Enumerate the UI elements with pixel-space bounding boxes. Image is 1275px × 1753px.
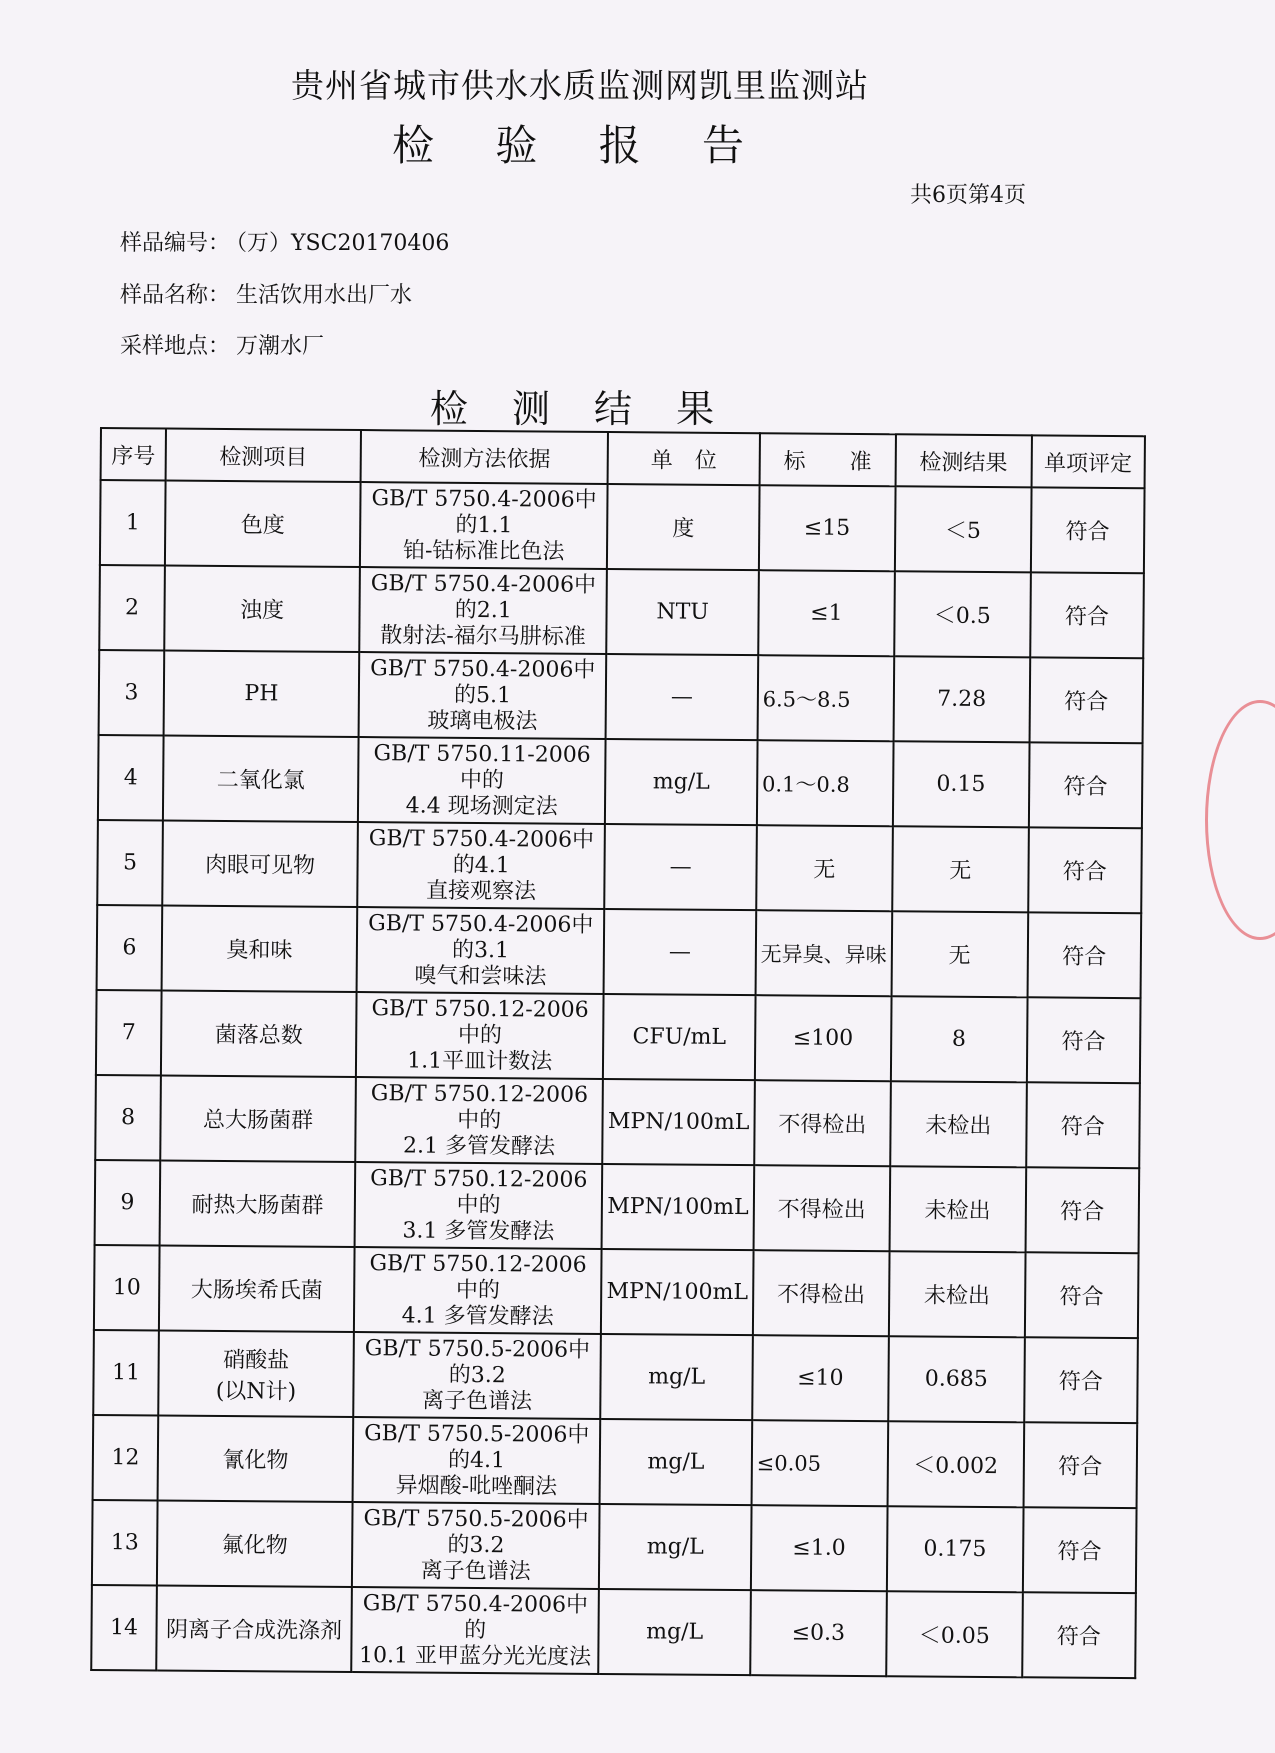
table-row (94, 1245, 1139, 1338)
cell-no: 1 (100, 480, 166, 566)
method-name: 3.1 多管发酵法 (402, 1217, 555, 1245)
cell-unit: mg/L (599, 1504, 751, 1590)
cell-no: 10 (94, 1245, 160, 1331)
cell-item: 耐热大肠菌群 (160, 1160, 356, 1247)
cell-result: ＜5 (895, 486, 1032, 572)
cell-method (355, 1162, 603, 1249)
cell-standard: 不得检出 (754, 1080, 891, 1166)
cell-verdict: 符合 (1023, 1507, 1137, 1593)
table-row (97, 905, 1142, 998)
header-item: 检测项目 (166, 429, 361, 483)
method-standard: GB/T 5750.5-2006中的3.2 (364, 1335, 591, 1388)
cell-method (352, 1502, 600, 1589)
cell-unit: NTU (607, 569, 759, 655)
table-row (99, 565, 1144, 658)
method-standard: GB/T 5750.5-2006中的4.1 (364, 1420, 590, 1473)
method-standard: GB/T 5750.5-2006中的3.2 (363, 1505, 589, 1558)
method-name: 4.4 现场测定法 (405, 792, 558, 820)
cell-method (355, 1077, 603, 1164)
cell-method (359, 567, 607, 654)
sample-name-line (120, 278, 412, 309)
cell-unit: mg/L (599, 1589, 751, 1675)
cell-verdict: 符合 (1027, 912, 1141, 998)
cell-unit: CFU/mL (603, 994, 755, 1080)
cell-item: 总大肠菌群 (160, 1075, 356, 1162)
cell-verdict: 符合 (1024, 1337, 1138, 1423)
cell-method (354, 1247, 602, 1334)
method-name: 散射法-福尔马肼标准 (380, 622, 586, 650)
sampling-site-label: 采样地点： (120, 334, 231, 359)
method-standard: GB/T 5750.11-2006中的 (373, 740, 591, 793)
cell-standard: ≤1.0 (751, 1505, 888, 1591)
cell-unit: — (606, 654, 758, 740)
cell-item: 浊度 (164, 566, 360, 653)
cell-item: 臭和味 (162, 906, 358, 993)
cell-standard: ≤0.05 (751, 1420, 888, 1506)
table-row (95, 1160, 1140, 1253)
header-unit: 单 位 (608, 432, 760, 485)
cell-method (351, 1587, 599, 1674)
cell-unit: MPN/100mL (603, 1079, 755, 1165)
cell-result: ＜0.002 (887, 1421, 1024, 1507)
method-name: 2.1 多管发酵法 (402, 1132, 556, 1160)
cell-verdict: 符合 (1029, 742, 1143, 828)
cell-unit: mg/L (600, 1419, 752, 1505)
method-standard: GB/T 5750.4-2006中的 (362, 1590, 589, 1643)
method-standard: GB/T 5750.4-2006中的2.1 (370, 570, 597, 623)
cell-unit: mg/L (601, 1334, 753, 1420)
cell-result: ＜0.05 (886, 1591, 1023, 1677)
cell-result: 0.685 (888, 1336, 1025, 1422)
method-standard: GB/T 5750.12-2006中的 (370, 1165, 588, 1218)
cell-method (353, 1332, 601, 1419)
cell-standard: ≤0.3 (750, 1590, 887, 1676)
table-row (92, 1500, 1137, 1593)
cell-no: 12 (93, 1415, 159, 1501)
table-row (95, 1075, 1140, 1168)
table-row (99, 650, 1144, 743)
sample-name-label: 样品名称： (120, 283, 231, 308)
cell-verdict: 符合 (1023, 1422, 1137, 1508)
cell-verdict: 符合 (1025, 1167, 1139, 1253)
cell-unit: — (604, 909, 756, 995)
sample-name-value: 生活饮用水出厂水 (236, 283, 413, 308)
cell-standard: 0.1～0.8 (757, 740, 894, 826)
cell-method (356, 992, 604, 1079)
sample-number-label: 样品编号： (120, 231, 231, 256)
cell-verdict: 符合 (1025, 1252, 1139, 1338)
cell-result: 7.28 (893, 656, 1030, 742)
page-count: 共6页第4页 (910, 183, 1026, 208)
method-standard: GB/T 5750.4-2006中的5.1 (370, 655, 596, 708)
cell-method (358, 737, 606, 824)
cell-item: 硝酸盐 (以N计) (158, 1330, 354, 1417)
cell-result: 无 (892, 826, 1029, 912)
method-name: 直接观察法 (425, 878, 537, 904)
table-row (100, 480, 1145, 573)
cell-item: 二氧化氯 (163, 736, 359, 823)
cell-verdict: 符合 (1031, 487, 1145, 573)
cell-method (359, 652, 607, 739)
cell-result: 0.15 (893, 741, 1030, 827)
cell-item: 氟化物 (157, 1500, 353, 1587)
cell-item: 肉眼可见物 (162, 821, 358, 908)
header-standard: 标 准 (759, 433, 895, 486)
sampling-site-line (120, 329, 324, 360)
cell-no: 2 (99, 565, 165, 651)
cell-no: 8 (95, 1075, 161, 1161)
cell-standard: ≤10 (752, 1335, 889, 1421)
cell-item: 色度 (165, 481, 361, 568)
cell-no: 14 (91, 1585, 157, 1671)
table-row (91, 1585, 1136, 1678)
cell-standard: 无异臭、异味 (755, 910, 892, 996)
cell-no: 11 (93, 1330, 159, 1416)
cell-no: 9 (95, 1160, 161, 1246)
results-table (90, 427, 1146, 1679)
cell-item: 氰化物 (158, 1415, 354, 1502)
method-name: 异烟酸-吡唑酮法 (395, 1472, 558, 1500)
method-standard: GB/T 5750.4-2006中的1.1 (371, 485, 597, 538)
cell-result: 未检出 (890, 1081, 1027, 1167)
header-no: 序号 (101, 428, 166, 481)
cell-verdict: 符合 (1027, 997, 1141, 1083)
cell-item: 阴离子合成洗涤剂 (156, 1585, 352, 1672)
cell-verdict: 符合 (1026, 1082, 1140, 1168)
table-row (97, 820, 1142, 913)
cell-method (357, 822, 605, 909)
cell-unit: 度 (607, 484, 759, 570)
method-name: 离子色谱法 (421, 1388, 533, 1414)
cell-no: 7 (96, 990, 162, 1076)
cell-result: 未检出 (889, 1166, 1026, 1252)
header-result: 检测结果 (895, 434, 1031, 487)
cell-standard: 6.5～8.5 (757, 655, 894, 741)
cell-no: 6 (97, 905, 163, 991)
organization-title: 贵州省城市供水水质监测网凯里监测站 (291, 66, 869, 105)
sample-number-value: （万）YSC20170406 (236, 231, 450, 256)
method-name: 10.1 亚甲蓝分光光度法 (358, 1642, 592, 1670)
method-standard: GB/T 5750.12-2006中的 (371, 995, 589, 1048)
cell-unit: MPN/100mL (601, 1249, 753, 1335)
cell-result: 未检出 (889, 1251, 1026, 1337)
cell-no: 5 (97, 820, 163, 906)
section-title: 检 测 结 果 (429, 387, 731, 431)
cell-item: 菌落总数 (161, 991, 357, 1078)
table-row (96, 990, 1141, 1083)
sample-number-line (120, 226, 449, 257)
cell-method (357, 907, 605, 994)
method-standard: GB/T 5750.12-2006中的 (369, 1250, 587, 1303)
cell-result: 无 (891, 911, 1028, 997)
table-row (93, 1415, 1138, 1508)
cell-standard: 不得检出 (753, 1165, 890, 1251)
cell-result: 8 (891, 996, 1028, 1082)
cell-unit: — (605, 824, 757, 910)
cell-method (353, 1417, 601, 1504)
method-standard: GB/T 5750.12-2006中的 (370, 1080, 589, 1133)
table-header-row (101, 428, 1145, 488)
cell-result: ＜0.5 (894, 571, 1031, 657)
method-name: 离子色谱法 (420, 1558, 531, 1584)
method-standard: GB/T 5750.4-2006中的3.1 (368, 910, 594, 963)
cell-standard: ≤1 (758, 570, 895, 656)
cell-unit: MPN/100mL (602, 1164, 754, 1250)
report-title: 检 验 报 告 (391, 121, 769, 170)
cell-item: PH (164, 651, 360, 738)
sampling-site-value: 万潮水厂 (236, 334, 325, 359)
cell-unit: mg/L (605, 739, 757, 825)
method-standard: GB/T 5750.4-2006中的4.1 (368, 825, 595, 878)
method-name: 玻璃电极法 (427, 708, 538, 734)
cell-verdict: 符合 (1029, 657, 1143, 743)
cell-verdict: 符合 (1022, 1592, 1136, 1678)
cell-result: 0.175 (887, 1506, 1024, 1592)
method-name: 4.1 多管发酵法 (401, 1302, 554, 1330)
cell-standard: 不得检出 (753, 1250, 890, 1336)
cell-no: 4 (98, 735, 164, 821)
header-verdict: 单项评定 (1031, 435, 1145, 488)
method-name: 1.1平皿计数法 (407, 1047, 553, 1075)
cell-item: 大肠埃希氏菌 (159, 1245, 355, 1332)
cell-standard: ≤100 (755, 995, 892, 1081)
cell-standard: ≤15 (759, 485, 896, 571)
cell-no: 3 (99, 650, 165, 736)
cell-no: 13 (92, 1500, 158, 1586)
method-name: 铂-钴标准比色法 (402, 537, 565, 565)
method-name: 嗅气和尝味法 (414, 962, 547, 990)
cell-verdict: 符合 (1030, 572, 1144, 658)
official-seal (1205, 700, 1275, 940)
cell-standard: 无 (756, 825, 893, 911)
table-row (98, 735, 1143, 828)
header-method: 检测方法依据 (361, 430, 609, 484)
cell-method (360, 482, 608, 569)
cell-verdict: 符合 (1028, 827, 1142, 913)
table-row (93, 1330, 1138, 1423)
